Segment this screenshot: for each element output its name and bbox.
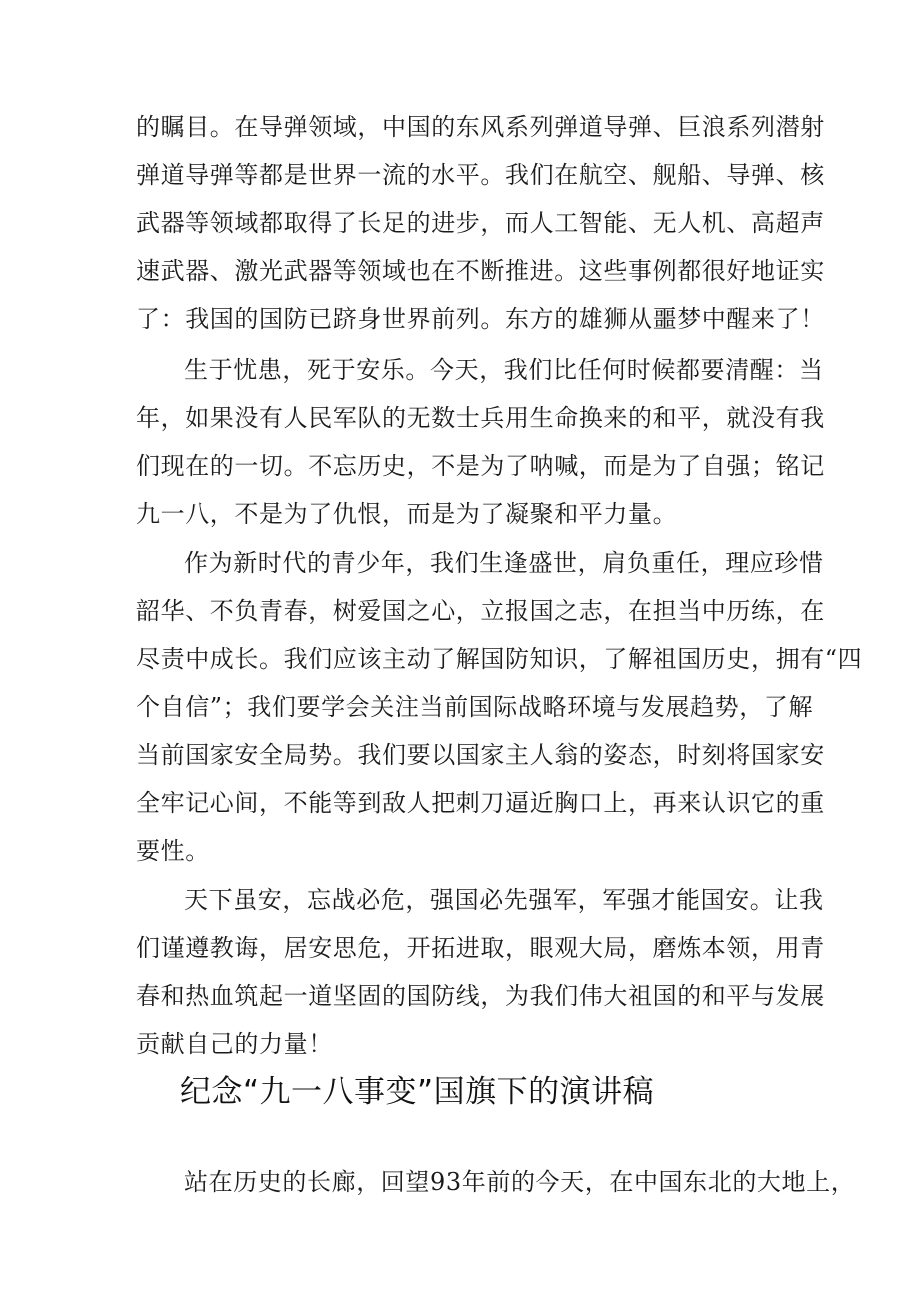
text-line: 们现在的一切。不忘历史，不是为了呐喊，而是为了自强；铭记: [136, 452, 825, 480]
text-line: 要性。: [136, 837, 210, 865]
paragraph-continuation: [136, 103, 825, 343]
text-line: 春和热血筑起一道坚固的国防线，为我们伟大祖国的和平与发展: [136, 982, 825, 1010]
text-line: 全牢记心间，不能等到敌人把刺刀逼近胸口上，再来认识它的重: [136, 789, 825, 817]
text-line: 韶华、不负青春，树爱国之心，立报国之志，在担当中历练，在: [136, 597, 825, 625]
paragraph-5: [136, 1158, 856, 1206]
section-heading: 纪念“九一八事变”国旗下的演讲稿: [180, 1074, 655, 1110]
paragraph-4: [136, 876, 825, 1068]
text-line: 个自信”；我们要学会关注当前国际战略环境与发展趋势，了解: [136, 693, 814, 721]
text-line: 九一八，不是为了仇恨，而是为了凝聚和平力量。: [136, 500, 678, 528]
text-line: 当前国家安全局势。我们要以国家主人翁的姿态，时刻将国家安: [136, 741, 825, 769]
paragraph-3: [136, 539, 863, 875]
paragraph-2: [136, 346, 825, 538]
text-line: 年，如果没有人民军队的无数士兵用生命换来的和平，就没有我: [136, 404, 825, 432]
text-line: 弹道导弹等都是世界一流的水平。我们在航空、舰船、导弹、核: [136, 161, 825, 189]
text-line: 站在历史的长廊，回望93年前的今天，在中国东北的大地上，: [184, 1168, 856, 1196]
text-line: 武器等领域都取得了长足的进步，而人工智能、无人机、高超声: [136, 209, 825, 237]
text-line: 速武器、激光武器等领域也在不断推进。这些事例都很好地证实: [136, 257, 825, 285]
text-line: 生于忧患，死于安乐。今天，我们比任何时候都要清醒：当: [184, 356, 824, 384]
text-line: 尽责中成长。我们应该主动了解国防知识，了解祖国历史，拥有“四: [136, 645, 863, 673]
text-line: 们谨遵教诲，居安思危，开拓进取，眼观大局，磨炼本领，用青: [136, 934, 825, 962]
text-line: 作为新时代的青少年，我们生逢盛世，肩负重任，理应珍惜: [184, 549, 824, 577]
text-line: 了：我国的国防已跻身世界前列。东方的雄狮从噩梦中醒来了！: [136, 305, 825, 333]
text-line: 天下虽安，忘战必危，强国必先强军，军强才能国安。让我: [184, 886, 824, 914]
text-line: 的瞩目。在导弹领域，中国的东风系列弹道导弹、巨浪系列潜射: [136, 113, 825, 141]
text-line: 贡献自己的力量！: [136, 1030, 333, 1058]
